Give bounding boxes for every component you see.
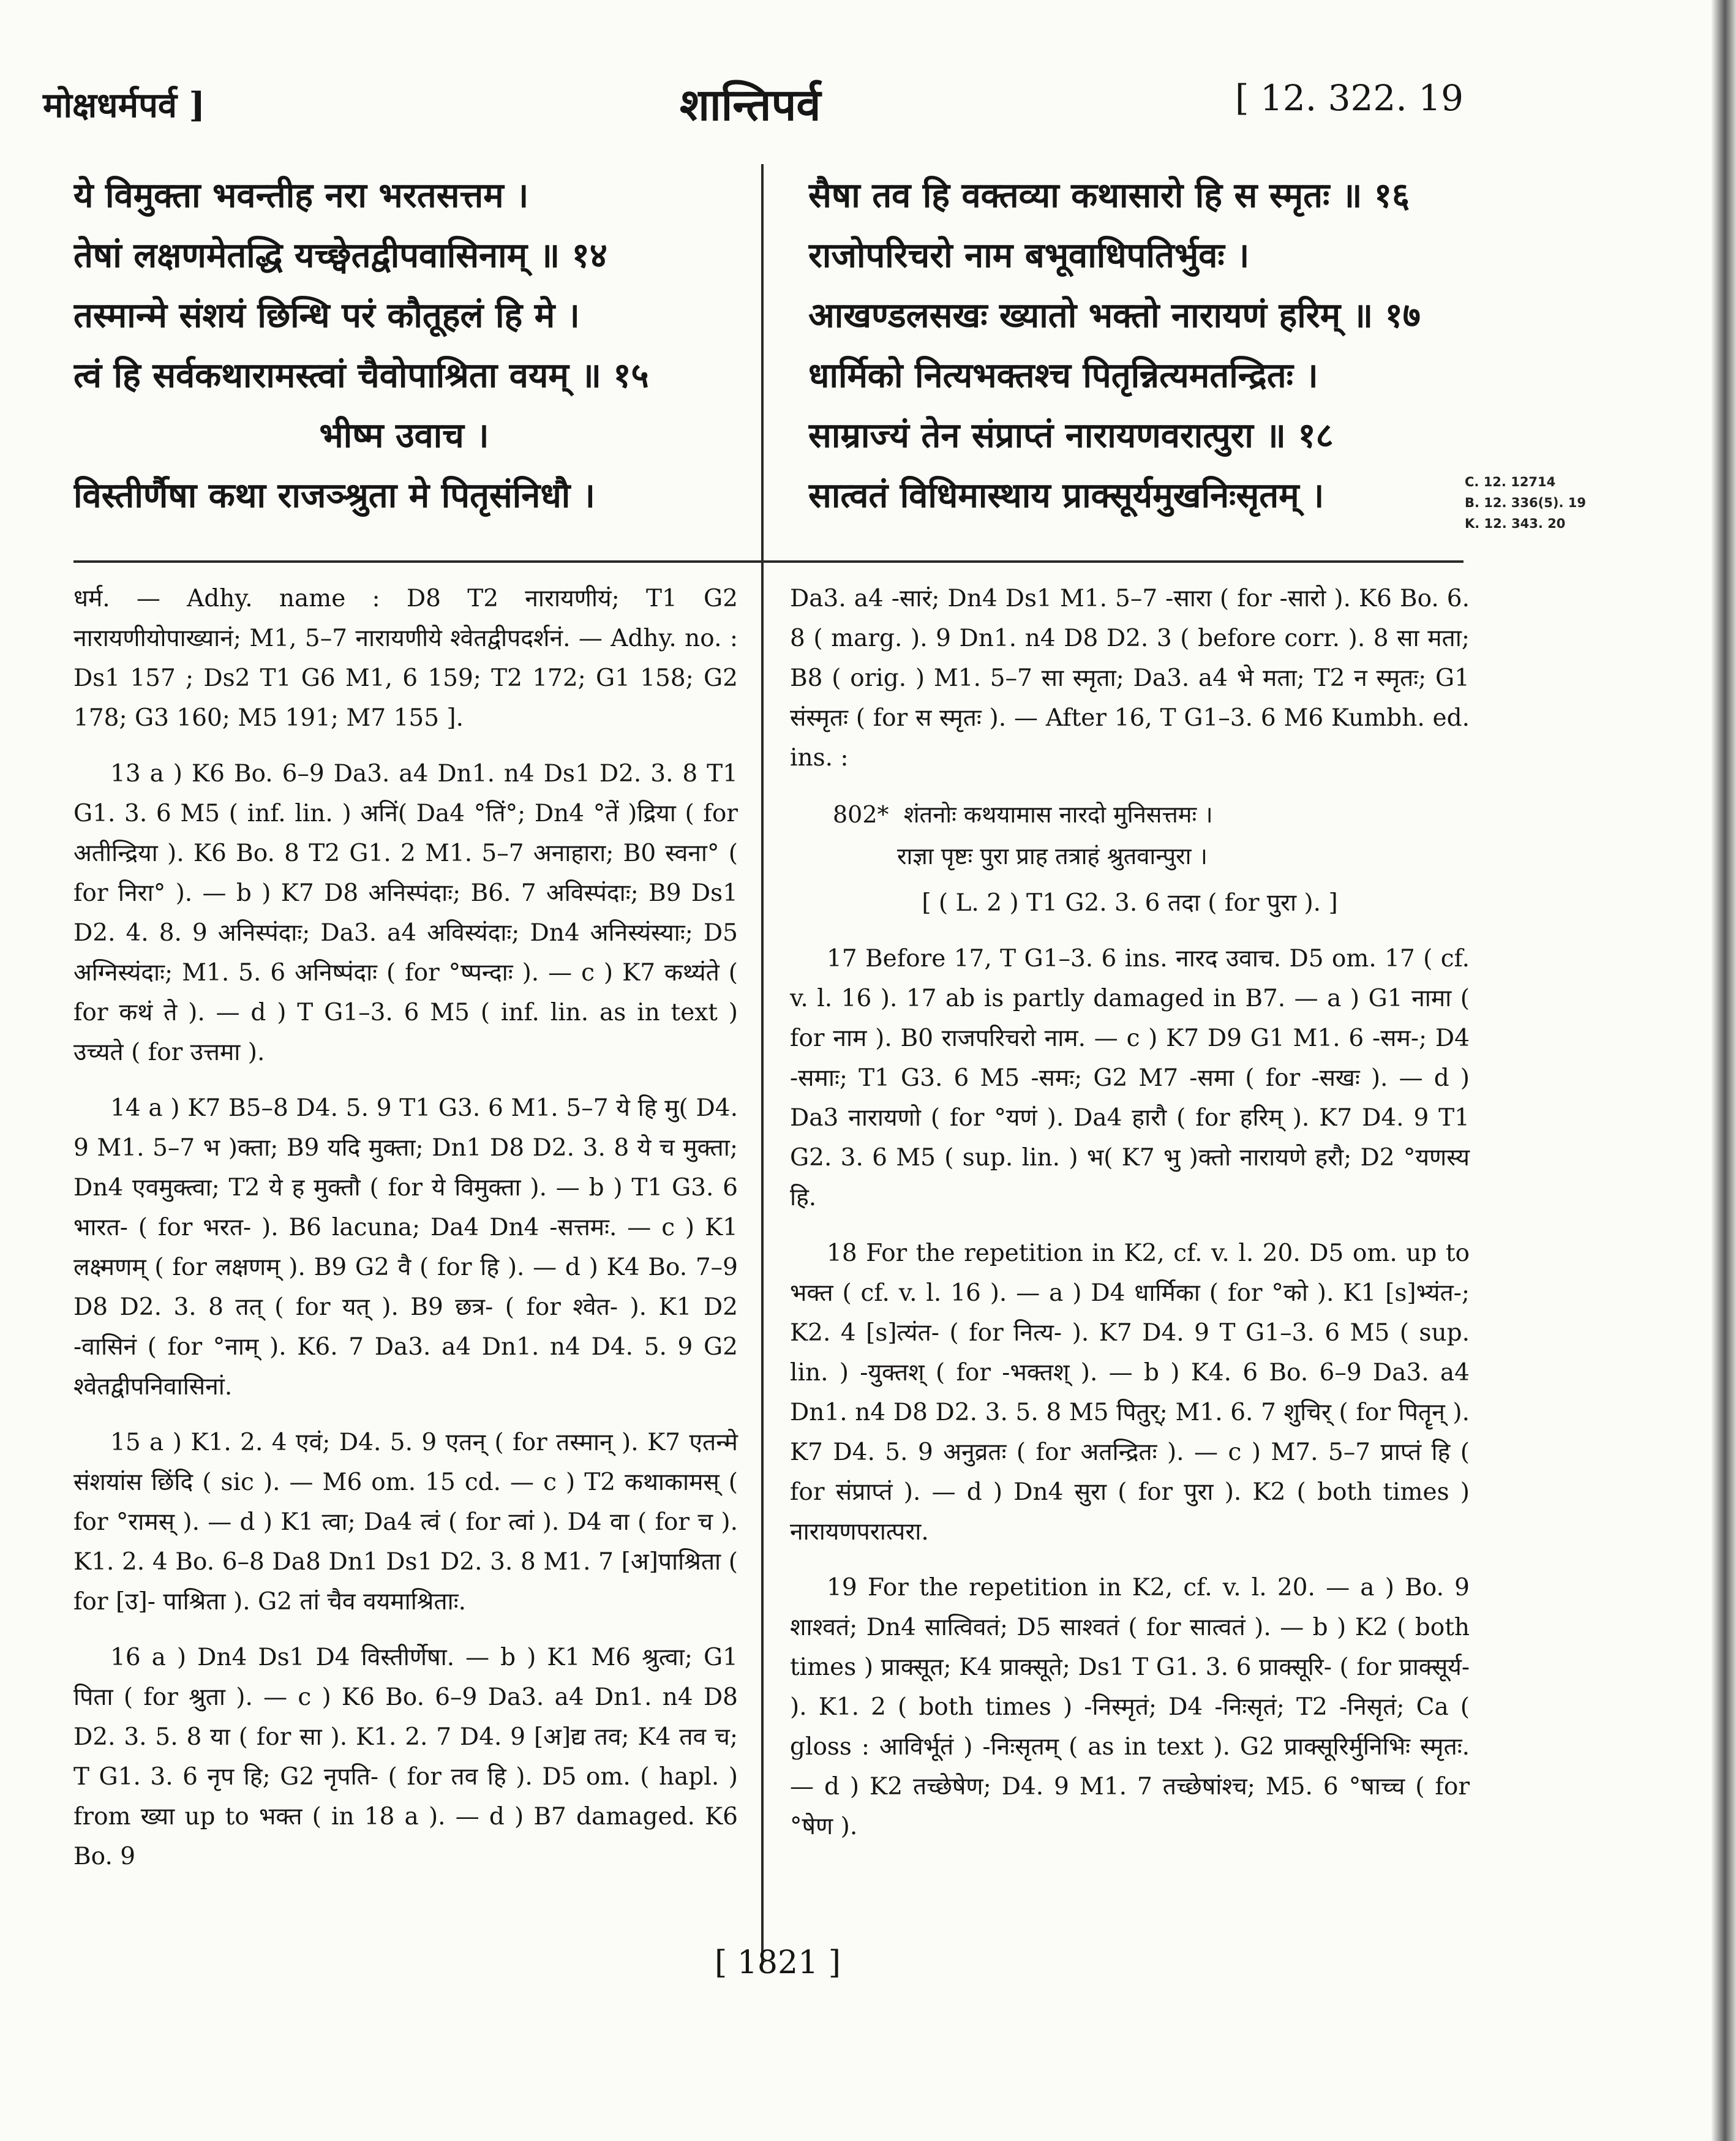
column-divider <box>761 164 764 1965</box>
verse-line: सात्वतं विधिमास्थाय प्राक्सूर्यमुखनिःसृतम् । <box>808 475 1325 516</box>
verse-line: तस्मान्मे संशयं छिन्धि परं कौतूहलं हि मे । <box>73 295 580 336</box>
appendix-note: [ ( L. 2 ) T1 G2. 3. 6 तदा ( for पुरा ). ] <box>922 889 1338 917</box>
appendix-line-1 <box>833 794 1470 835</box>
apparatus-note: 15 a ) K1. 2. 4 एवं; D4. 5. 9 एतन् ( for तस्मान् ). K7 एतन्मे संशयांस छिंदि ( sic ). — M6 om. 15 cd. — c ) T2 कथाकामस् ( for °रामस् ). — d ) K1 त्वा; Da4 त्वं ( for त्वां ). D4 वा ( for च ). K1. 2. 4 Bo. 6–8 Da8 Dn1 Ds1 D2. 3. 8 M1. 7 [अ]पाश्रिता ( for [उ]- पाश्रिता ). G2 तां चैव वयमाश्रिताः. <box>73 1429 738 1616</box>
apparatus-note: Da3. a4 -सारं; Dn4 Ds1 M1. 5–7 -सारा ( for -सारो ). K6 Bo. 6. 8 ( marg. ). 9 Dn1. n4 D8 D2. 3 ( before corr. ). 8 सा मता; B8 ( orig. ) M1. 5–7 सा स्मृता; Da3. a4 भे मता; T2 न स्मृतः; G1 संस्मृतः ( for स स्मृतः ). — After 16, T G1–3. 6 M6 Kumbh. ed. ins. : <box>790 585 1470 772</box>
verse-block <box>73 165 1470 545</box>
apparatus-note: धर्म. — Adhy. name : D8 T2 नारायणीयं; T1 G2 नारायणीयोपाख्यानं; M1, 5–7 नारायणीये श्वेतद्वीपदर्शनं. — Adhy. no. : Ds1 157 ; Ds2 T1 G6 M1, 6 159; T2 172; G1 158; G2 178; G3 160; M5 191; M7 155 ]. <box>73 585 738 732</box>
apparatus-note: 13 a ) K6 Bo. 6–9 Da3. a4 Dn1. n4 Ds1 D2. 3. 8 T1 G1. 3. 6 M5 ( inf. lin. ) अनिं( Da4 °तिं°; Dn4 °तें )द्रिया ( for अतीन्द्रिया ). K6 Bo. 8 T2 G1. 2 M1. 5–7 अनाहारा; B0 स्वना° ( for निरा° ). — b ) K7 D8 अनिस्पंदाः; B6. 7 अविस्पंदाः; B9 Ds1 D2. 4. 8. 9 अनिस्पंदाः; Da3. a4 अविस्यंदाः; Dn4 अनिस्यंस्याः; D5 अग्निस्यंदाः; M1. 5. 6 अनिष्पंदाः ( for °ष्पन्दाः ). — c ) K7 कथ्यंते ( for कथं ते ). — d ) T G1–3. 6 M5 ( inf. lin. as in text ) उच्यते ( for उत्तमा ). <box>73 760 738 1066</box>
verse-line: राजोपरिचरो नाम बभूवाधिपतिर्भुवः । <box>808 235 1250 276</box>
book-title: शान्तिपर्व <box>680 78 821 130</box>
apparatus-note: 16 a ) Dn4 Ds1 D4 विस्तीर्णेषा. — b ) K1 M6 श्रुत्वा; G1 पिता ( for श्रुता ). — c ) K6 Bo. 6–9 Da3. a4 Dn1. n4 D8 D2. 3. 5. 8 या ( for सा ). K1. 2. 7 D4. 9 [अ]द्य तव; K4 तव च; T G1. 3. 6 नृप हि; G2 नृपति- ( for तव हि ). D5 om. ( hapl. ) from ख्या up to भक्त ( in 18 a ). — d ) B7 damaged. K6 Bo. 9 <box>73 1644 738 1870</box>
verse-line: धार्मिको नित्यभक्तश्च पितृन्नित्यमतन्द्रितः । <box>808 355 1318 396</box>
page-number: [ 1821 ] <box>715 1944 841 1981</box>
appendix-text: शंतनोः कथयामास नारदो मुनिसत्तमः । <box>903 801 1213 828</box>
verse-column-left <box>73 165 735 525</box>
verse-line: आखण्डलसखः ख्यातो भक्तो नारायणं हरिम् ॥ १७ <box>808 295 1421 336</box>
verse-line: त्वं हि सर्वकथारामस्त्वां चैवोपाश्रिता वयम् ॥ १५ <box>73 355 649 396</box>
verse-line: तेषां लक्षणमेतद्धि यच्छ्वेतद्वीपवासिनाम् ॥ १४ <box>73 235 607 276</box>
section-title: मोक्षधर्मपर्व ] <box>43 85 206 126</box>
page-edge <box>1712 0 1736 2141</box>
concordance-references <box>1465 472 1586 534</box>
horizontal-rule <box>73 560 1464 563</box>
apparatus-note: 17 Before 17, T G1–3. 6 ins. नारद उवाच. D5 om. 17 ( cf. v. l. 16 ). 17 ab is partly damaged in B7. — a ) G1 नामा ( for नाम ). B0 राजपरिचरो नाम. — c ) K7 D9 G1 M1. 6 -सम-; D4 -समाः; T1 G3. 6 M5 -समः; G2 M7 -समा ( for -सखः ). — d ) Da3 नारायणो ( for °यणं ). Da4 हारौ ( for हरिम् ). K7 D4. 9 T1 G2. 3. 6 M5 ( sup. lin. ) भ( K7 भु )क्तो नारायणे हरौ; D2 °यणस्य हि. <box>790 945 1470 1211</box>
verse-column-right <box>808 165 1494 525</box>
concordance-ref: B. 12. 336(5). 19 <box>1465 495 1586 510</box>
verse-line: ये विमुक्ता भवन्तीह नरा भरतसत्तम । <box>73 175 529 216</box>
concordance-ref: K. 12. 343. 20 <box>1465 516 1566 531</box>
verse-line: सैषा तव हि वक्तव्या कथासारो हि स स्मृतः ॥ १६ <box>808 175 1410 216</box>
page-header <box>43 69 1464 136</box>
apparatus-left <box>73 579 738 1892</box>
appendix-line-2: राज्ञा पृष्टः पुरा प्राह तत्राहं श्रुतवान्पुरा । <box>897 843 1208 870</box>
verse-line: विस्तीर्णैषा कथा राजञ्श्रुता मे पितृसंनिधौ । <box>73 475 596 516</box>
appendix-number: 802* <box>833 801 889 828</box>
apparatus-note: 19 For the repetition in K2, cf. v. l. 20. — a ) Bo. 9 शाश्वतं; Dn4 सात्विवतं; D5 साश्वतं ( for सात्वतं ). — b ) K2 ( both times ) प्राक्सूत; K4 प्राक्सूते; Ds1 T G1. 3. 6 प्राक्सूरि- ( for प्राक्सूर्य- ). K1. 2 ( both times ) -निस्मृतं; D4 -निःसृतं; T2 -निसृतं; Ca ( gloss : आविर्भूतं ) -निःसृतम् ( as in text ). G2 प्राक्सूरिर्मुनिभिः स्मृतः. — d ) K2 तच्छेषेण; D4. 9 M1. 7 तच्छेषांश्च; M5. 6 °षाच्च ( for °षेण ). <box>790 1574 1470 1840</box>
concordance-ref: C. 12. 12714 <box>1465 475 1556 489</box>
apparatus-note: 18 For the repetition in K2, cf. v. l. 20. D5 om. up to भक्त ( cf. v. l. 16 ). — a ) D4 धार्मिका ( for °को ). K1 [s]भ्यंत-; K2. 4 [s]त्यंत- ( for नित्य- ). K7 D4. 9 T G1–3. 6 M5 ( sup. lin. ) -युक्तश् ( for -भक्तश् ). — b ) K4. 6 Bo. 6–9 Da3. a4 Dn1. n4 D8 D2. 3. 5. 8 M5 पितुर्; M1. 6. 7 शुचिर् ( for पितॄन् ). K7 D4. 5. 9 अनुव्रतः ( for अतन्द्रितः ). — c ) M7. 5–7 प्राप्तं हि ( for संप्राप्तं ). — d ) Dn4 सुरा ( for पुरा ). K2 ( both times ) नारायणपरात्परा. <box>790 1240 1470 1546</box>
apparatus-right <box>790 579 1470 1862</box>
apparatus-note: 14 a ) K7 B5–8 D4. 5. 9 T1 G3. 6 M1. 5–7 ये हि मु( D4. 9 M1. 5–7 भ )क्ता; B9 यदि मुक्ता; Dn1 D8 D2. 3. 8 ये च मुक्ता; Dn4 एवमुक्त्वा; T2 ये ह मुक्तौ ( for ये विमुक्ता ). — b ) T1 G3. 6 भारत- ( for भरत- ). B6 lacuna; Da4 Dn4 -सत्तमः. — c ) K1 लक्ष्मणम् ( for लक्षणम् ). B9 G2 वै ( for हि ). — d ) K4 Bo. 7–9 D8 D2. 3. 8 तत् ( for यत् ). B9 छत्र- ( for श्वेत- ). K1 D2 -वासिनं ( for °नाम् ). K6. 7 Da3. a4 Dn1. n4 D4. 5. 9 G2 श्वेतद्वीपनिवासिनां. <box>73 1094 738 1401</box>
appendix-passage <box>790 794 1470 877</box>
speaker-heading: भीष्म उवाच । <box>319 415 489 456</box>
verse-line: साम्राज्यं तेन संप्राप्तं नारायणवरात्पुरा ॥ १८ <box>808 415 1334 456</box>
verse-reference: [ 12. 322. 19 <box>1234 77 1464 119</box>
